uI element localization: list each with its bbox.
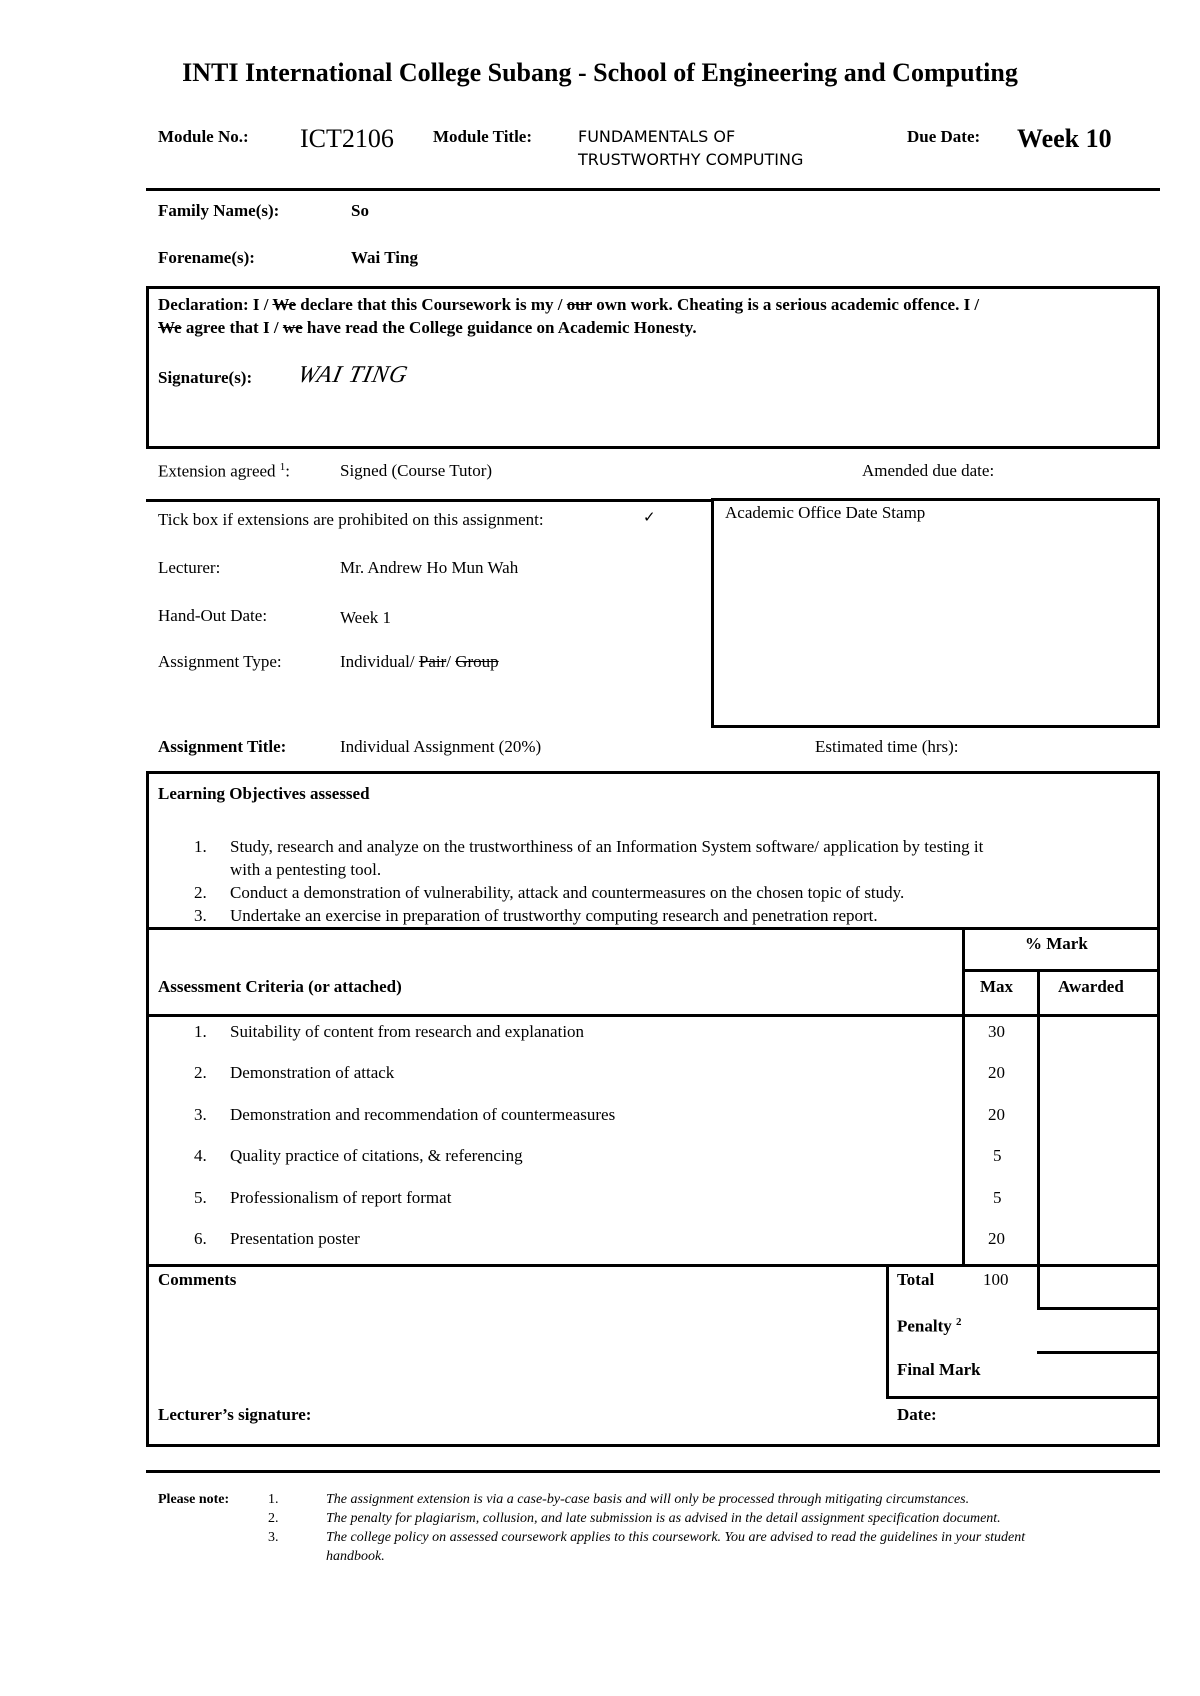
handout-date-value: Week 1	[340, 608, 392, 627]
module-no-label: Module No.:	[158, 127, 249, 146]
assignment-type-label: Assignment Type:	[158, 652, 282, 671]
criterion-max: 5	[993, 1188, 1002, 1207]
module-title-label: Module Title:	[433, 127, 533, 146]
please-note-label: Please note:	[158, 1492, 230, 1507]
mark-header-rule	[962, 969, 1160, 972]
lecturer-value: Mr. Andrew Ho Mun Wah	[340, 558, 519, 577]
penalty-label: Penalty $^2$	[897, 1316, 962, 1336]
objective-num: 1.	[194, 837, 207, 856]
divider-bottom	[146, 1470, 1160, 1473]
criteria-heading: Assessment Criteria (or attached)	[158, 977, 402, 996]
note-num: 3.	[268, 1530, 279, 1545]
divider-details	[146, 499, 711, 502]
criterion-max: 30	[988, 1022, 1005, 1041]
criteria-bottom-rule	[146, 1264, 1160, 1267]
extension-agreed-label: Extension agreed $^1$:	[158, 461, 291, 481]
final-mark-label: Final Mark	[897, 1360, 981, 1379]
due-date-label: Due Date:	[907, 127, 981, 146]
assignment-type-value: Individual/ Pair/ Group	[340, 652, 499, 671]
criterion-num: 4.	[194, 1146, 207, 1165]
family-name-label: Family Name(s):	[158, 201, 280, 220]
divider-top	[146, 188, 1160, 191]
awarded-col-rule	[1037, 969, 1040, 1309]
page-title: INTI International College Subang - School of Engineering and Computing	[182, 58, 1018, 87]
signature-value: WAI TING	[295, 362, 411, 388]
forename-label: Forename(s):	[158, 248, 255, 267]
family-name-value: So	[351, 201, 369, 220]
criterion-label: Professionalism of report format	[230, 1188, 452, 1207]
note-num: 1.	[268, 1492, 279, 1507]
summary-left-rule	[886, 1264, 889, 1399]
forename-value: Wai Ting	[351, 248, 418, 267]
module-no-value: ICT2106	[300, 124, 394, 153]
criterion-num: 2.	[194, 1063, 207, 1082]
date-label: Date:	[897, 1405, 937, 1424]
criterion-label: Quality practice of citations, & referencing	[230, 1146, 523, 1165]
stamp-label: Academic Office Date Stamp	[725, 503, 926, 522]
criterion-label: Demonstration of attack	[230, 1063, 395, 1082]
amended-due-date: Amended due date:	[862, 461, 995, 480]
objective-num: 3.	[194, 906, 207, 925]
max-header: Max	[980, 977, 1014, 996]
awarded-header: Awarded	[1058, 977, 1124, 996]
note-num: 2.	[268, 1511, 279, 1526]
criterion-label: Presentation poster	[230, 1229, 360, 1248]
criterion-max: 20	[988, 1229, 1005, 1248]
total-row-rule	[1037, 1307, 1160, 1310]
criteria-top-rule	[146, 927, 1160, 930]
signed-course-tutor: Signed (Course Tutor)	[340, 461, 493, 480]
total-label: Total	[897, 1270, 935, 1289]
module-title-line1: FUNDAMENTALS OF	[578, 127, 736, 146]
final-row-rule	[886, 1396, 1160, 1399]
comments-label: Comments	[158, 1270, 237, 1289]
criterion-max: 20	[988, 1105, 1005, 1124]
objectives-heading: Learning Objectives assessed	[158, 784, 370, 803]
criterion-label: Suitability of content from research and explanation	[230, 1022, 585, 1041]
objective-text: Conduct a demonstration of vulnerability, attack and countermeasures on the chosen topic of study.	[230, 883, 905, 902]
criterion-label: Demonstration and recommendation of countermeasures	[230, 1105, 616, 1124]
criterion-num: 5.	[194, 1188, 207, 1207]
objective-text: Undertake an exercise in preparation of trustworthy computing research and penetration report.	[230, 906, 878, 925]
total-value: 100	[983, 1270, 1009, 1289]
criterion-num: 3.	[194, 1105, 207, 1124]
assignment-title-value: Individual Assignment (20%)	[340, 737, 542, 756]
criteria-header-rule	[146, 1014, 1160, 1017]
handout-date-label: Hand-Out Date:	[158, 606, 268, 625]
note-text: handbook.	[326, 1549, 385, 1564]
note-text: The college policy on assessed coursework applies to this coursework. You are advised to read the guidelines in your student	[326, 1530, 1026, 1545]
criterion-num: 1.	[194, 1022, 207, 1041]
due-date-value: Week 10	[1017, 124, 1112, 153]
lecturer-signature-label: Lecturer’s signature:	[158, 1405, 312, 1424]
estimated-time-label: Estimated time (hrs):	[815, 737, 959, 756]
declaration-text: Declaration: I / We declare that this Coursework is my / our own work. Cheating is a serious academic offence. I / We agree that I / we have read the College guidance on Academic Honesty.	[158, 295, 980, 337]
lecturer-label: Lecturer:	[158, 558, 221, 577]
objective-text: Study, research and analyze on the trustworthiness of an Information System software/ application by testing it	[230, 837, 984, 856]
max-col-rule	[962, 927, 965, 1266]
note-text: The penalty for plagiarism, collusion, and late submission is as advised in the detail assignment specification document.	[326, 1511, 1001, 1526]
academic-office-stamp-box	[711, 498, 1160, 728]
assignment-title-label: Assignment Title:	[158, 737, 287, 756]
signature-label: Signature(s):	[158, 368, 253, 387]
note-text: The assignment extension is via a case-by-case basis and will only be processed through mitigating circumstances.	[326, 1492, 970, 1507]
penalty-row-rule	[1037, 1351, 1160, 1354]
tick-box-label: Tick box if extensions are prohibited on this assignment:	[158, 510, 544, 529]
objective-num: 2.	[194, 883, 207, 902]
criterion-max: 20	[988, 1063, 1005, 1082]
objective-text: with a pentesting tool.	[230, 860, 382, 879]
criterion-num: 6.	[194, 1229, 207, 1248]
module-title-line2: TRUSTWORTHY COMPUTING	[578, 150, 804, 169]
pct-mark-header: % Mark	[1025, 934, 1088, 953]
criterion-max: 5	[993, 1146, 1002, 1165]
tick-mark-icon: ✓	[643, 508, 656, 526]
